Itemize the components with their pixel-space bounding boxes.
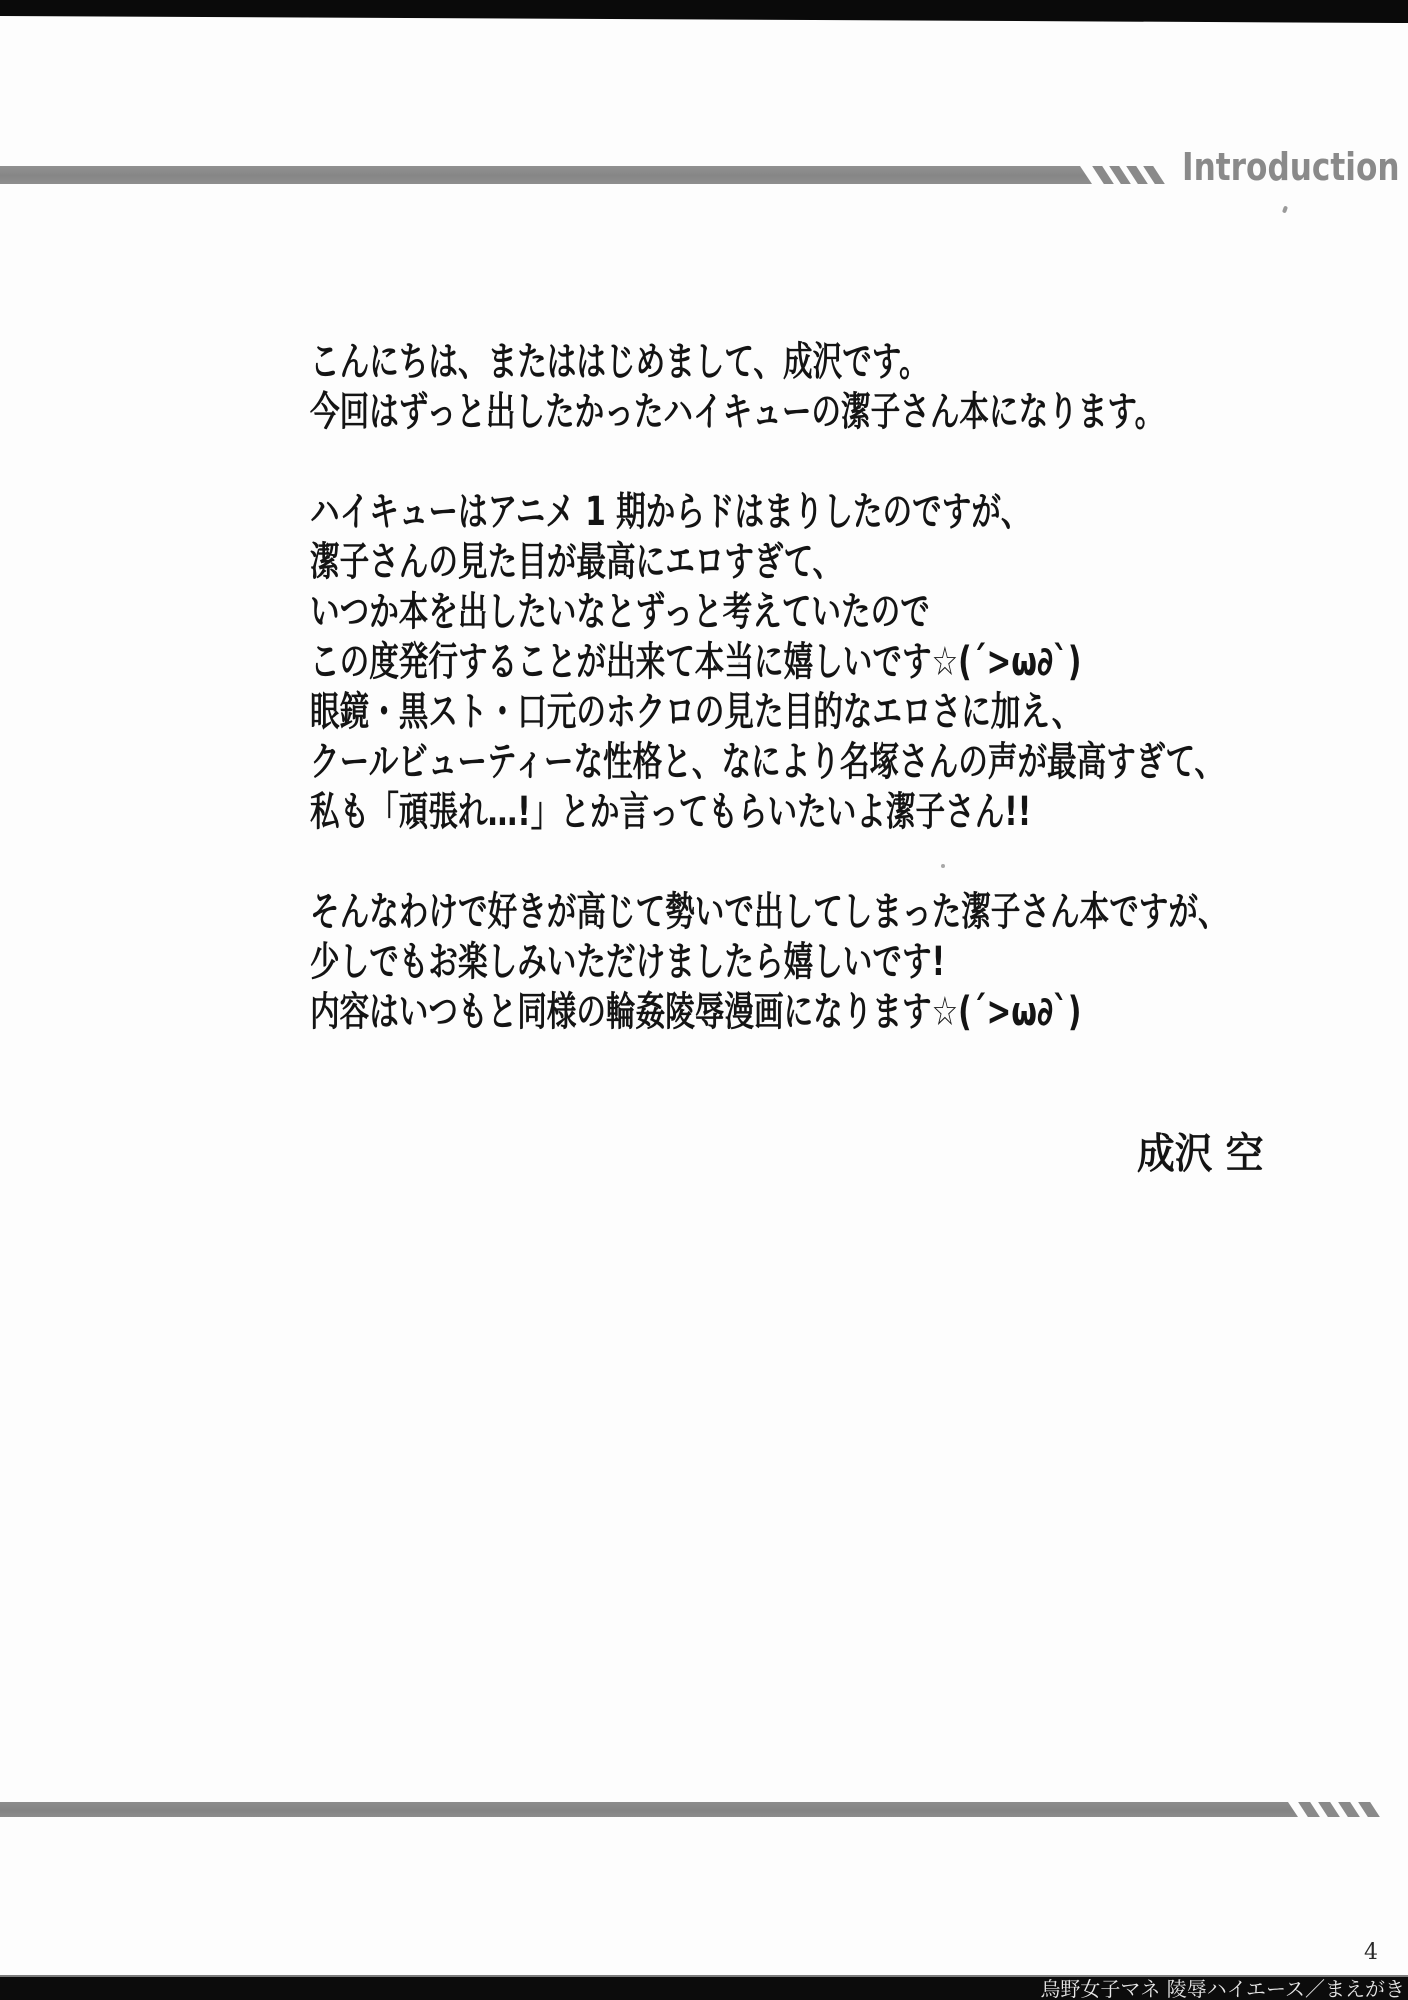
text-line: 潔子さんの見た目が最高にエロすぎて、 [310, 539, 843, 585]
text-line: クールビューティーな性格と、なにより名塚さんの声が最高すぎて、 [310, 739, 1225, 785]
text-line: こんにちは、またははじめまして、成沢です。 [310, 339, 929, 385]
author-signature: 成沢 空 [1137, 1129, 1264, 1178]
text-line: そんなわけで好きが高じて勢いで出してしまった潔子さん本ですが、 [310, 889, 1228, 935]
diagonal-stripe [1298, 1802, 1320, 1817]
page-number: 4 [1364, 1940, 1378, 1965]
text-line: 内容はいつもと同様の輪姦陵辱漫画になります☆(´>ω∂`) [310, 989, 1082, 1035]
section-title: Introduction [1182, 145, 1400, 189]
text-line: 今回はずっと出したかったハイキューの潔子さん本になります。 [310, 389, 1165, 435]
footer-rule [0, 1802, 1298, 1817]
text-line: この度発行することが出来て本当に嬉しいです☆(´>ω∂`) [310, 639, 1082, 685]
scan-speck [941, 864, 945, 868]
text-line: 少しでもお楽しみいただけましたら嬉しいです! [310, 939, 946, 985]
intro-paragraph-greeting [310, 337, 1164, 437]
header-rule [0, 166, 1092, 184]
text-line: ハイキューはアニメ 1 期からドはまりしたのですが、 [310, 489, 1031, 535]
footer-title: 烏野女子マネ 陵辱ハイエース／まえがき [1040, 1977, 1405, 2000]
diagonal-stripe [1358, 1802, 1380, 1817]
diagonal-stripe [1338, 1802, 1360, 1817]
footer-bar [0, 1975, 1408, 2000]
footer-rule-stripes [1303, 1802, 1383, 1817]
intro-paragraph-main [310, 487, 1224, 837]
header-rule-stripes [1098, 166, 1166, 184]
page-top-edge-bar [0, 0, 1408, 24]
text-line: 眼鏡・黒スト・口元のホクロの見た目的なエロさに加え、 [310, 689, 1082, 735]
text-line: いつか本を出したいなとずっと考えていたので [310, 589, 930, 635]
text-line: 私も「頑張れ…!」とか言ってもらいたいよ潔子さん!! [310, 789, 1032, 835]
scan-speck [1282, 206, 1288, 214]
intro-paragraph-closing [310, 887, 1228, 1037]
diagonal-stripe [1318, 1802, 1340, 1817]
